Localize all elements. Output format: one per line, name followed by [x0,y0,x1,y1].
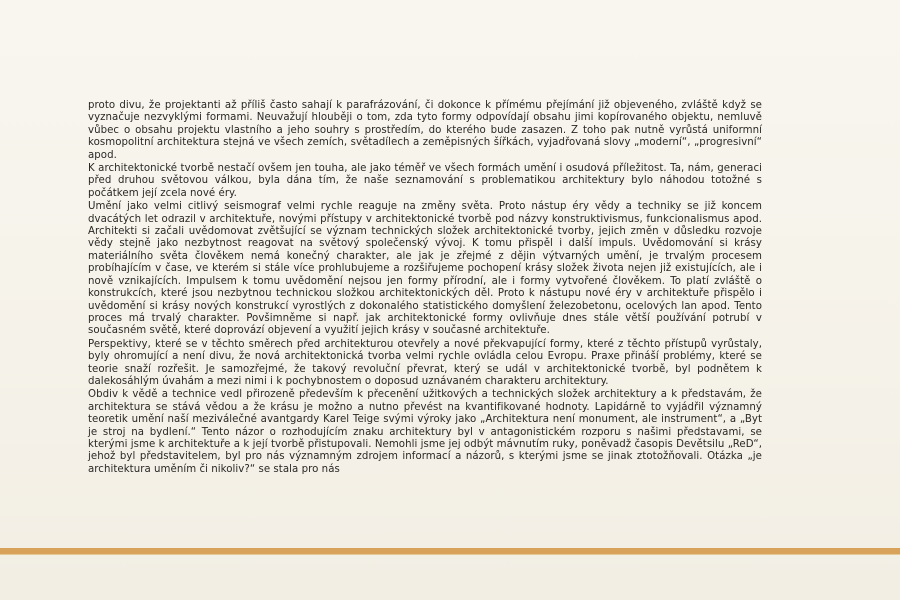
body-text [88,100,762,476]
paragraph-4: Perspektivy, které se v těchto směrech před architekturou otevřely a nové překvapující formy, které z těchto přístupů vyrůstaly, byly ohromující a není divu, že nová architektonická tvorba velmi rychle ovládla celou Evropu. Praxe přináší problémy, které se teorie snaží rozřešit. Je samozřejmé, že takový revoluční převrat, který se udál v architektonické tvorbě, byl podnětem k dalekosáhlým úvahám a mezi nimi i k pochybnostem o doposud uznávaném charakteru architektury. [88,338,762,387]
paragraph-3: Umění jako velmi citlivý seismograf velmi rychle reaguje na změny světa. Proto nástup éry vědy a techniky se již koncem dvacátých let odrazil v architektuře, novými přístupy v architektonické tvorbě pod názvy konstruktivismus, funkcionalismus apod. Architekti si začali uvědomovat zvětšující se význam technických složek architektonické tvorby, jejich změn v důsledku rozvoje vědy stejně jako nezbytnost reagovat na světový společenský vývoj. K tomu přispěl i další impuls. Uvědomování si krásy materiálního světa člověkem nemá konečný charakter, ale jak je zřejmé z dějin výtvarných umění, je trvalým procesem probíhajícím v čase, ve kterém si stále více prohlubujeme a rozšiřujeme pochopení krásy složek života nejen již existujících, ale i nově vznikajících. Impulsem k tomu uvědomění nejsou jen formy přírodní, ale i formy vytvořené člověkem. To platí zvláště o konstrukcích, které jsou nezbytnou technickou složkou architektonických děl. Proto k nástupu nové éry v architektuře přispělo i uvědomění si krásy nových konstrukcí vyrostlých z dokonalého statistického domyšlení železobetonu, ocelových lan apod. Tento proces má trvalý charakter. Povšimněme si např. jak architektonické formy ovlivňuje dnes stále větší používání potrubí v současném světě, které doprovází objevení a využití jejich krásy v současné architektuře. [88,201,762,337]
paragraph-2: K architektonické tvorbě nestačí ovšem jen touha, ale jako téměř ve všech formách umění i osudová příležitost. Ta, nám, generaci před druhou světovou válkou, byla dána tím, že naše seznamování s problematikou architektury bylo náhodou totožné s počátkem její zcela nové éry. [88,163,762,199]
bottom-rule-highlight [0,554,900,555]
paragraph-5: Obdiv k vědě a technice vedl přirozeně především k přecenění užitkových a technických složek architektury a k představám, že architektura se stává vědou a že krásu je možno a nutno převést na kvantifikované hodnoty. Lapidárně to vyjádřil významný teoretik umění naší meziválečné avantgardy Karel Teige svými výroky jako „Architektura není monument, ale instrument“, a „Byt je stroj na bydlení.“ Tento názor o rozhodujícím znaku architektury byl v antagonistickém rozporu s našimi představami, se kterými jsme k architektuře a k její tvorbě přistupovali. Nemohli jsme jej odbýt mávnutím ruky, poněvadž časopis Devětsilu „ReD“, jehož byl představitelem, byl pro nás významným zdrojem informací a názorů, s kterými jsme se jinak ztotožňovali. Otázka „je architektura uměním či nikoliv?“ se stala pro nás [88,389,762,475]
paragraph-1: proto divu, že projektanti až příliš často sahají k parafrázování, či dokonce k přímému přejímání již objeveného, zvláště když se vyznačuje nezvyklými formami. Neuvažují hlouběji o tom, zda tyto formy odpovídají obsahu jimi kopírovaného objektu, nemluvě vůbec o obsahu projektu vlastního a jeho souhry s prostředím, do kterého bude zasazen. Z toho pak nutně vyrůstá uniformní kosmopolitní architektura stejná ve všech zemích, světadílech a zeměpisných šířkách, vyjadřovaná slovy „moderní“, „progresivní“ apod. [88,100,762,161]
